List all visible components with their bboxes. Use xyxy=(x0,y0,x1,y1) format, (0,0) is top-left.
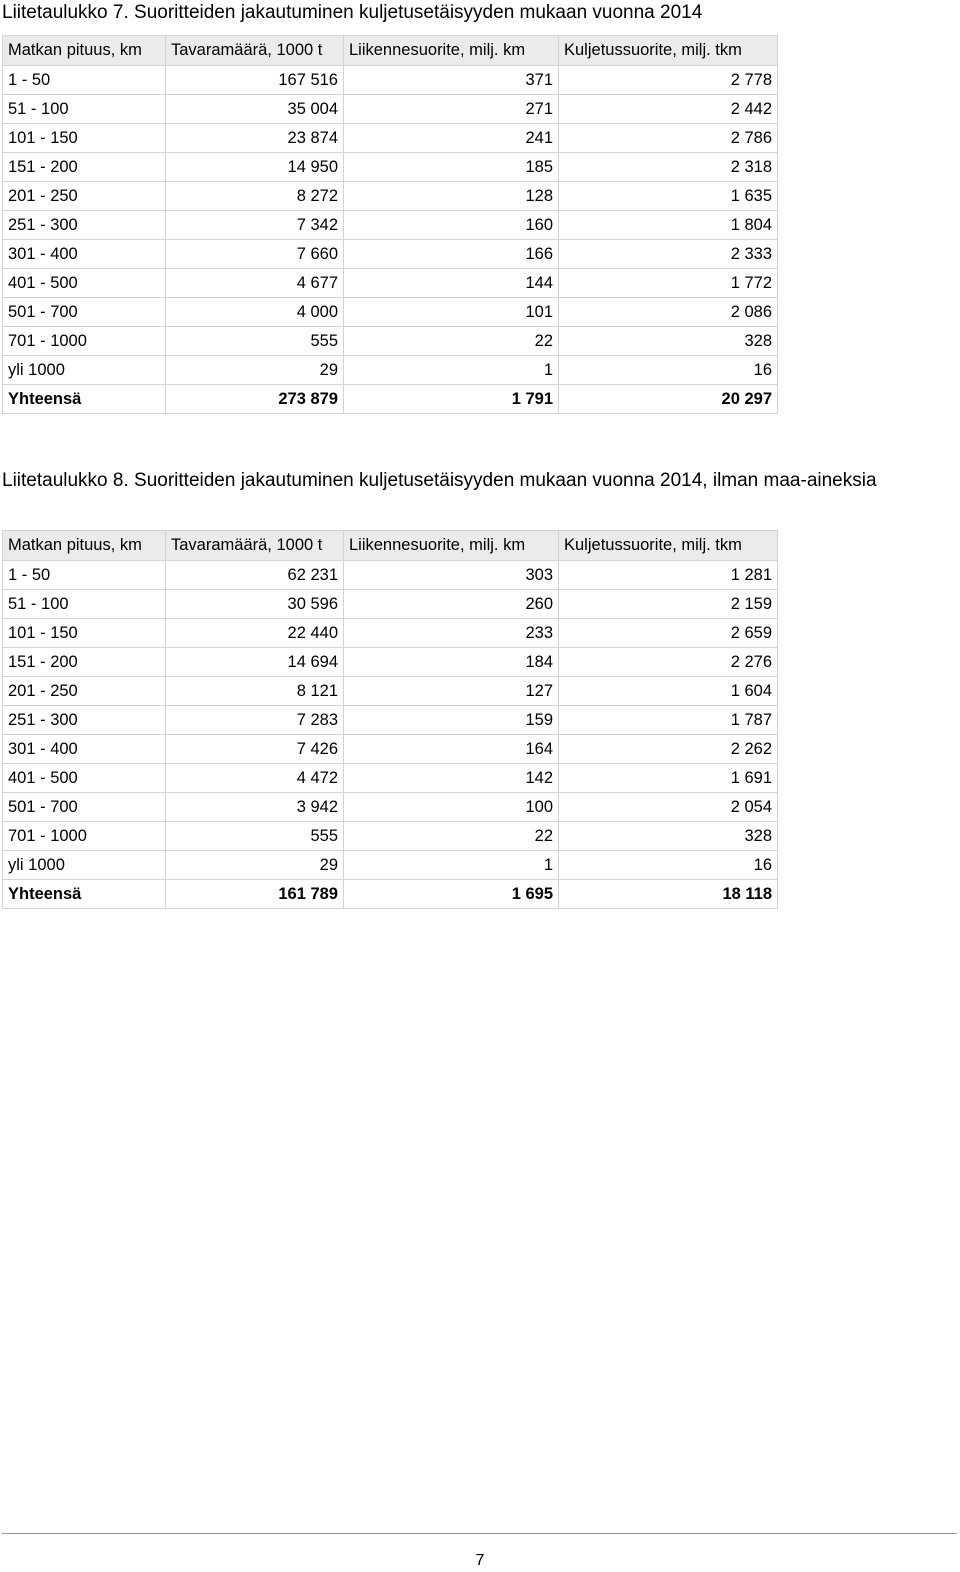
cell-tonnage: 8 272 xyxy=(166,182,344,211)
cell-tonnage: 4 000 xyxy=(166,298,344,327)
header-tonnage: Tavaramäärä, 1000 t xyxy=(166,36,344,66)
table-row xyxy=(3,240,778,269)
cell-vehicle-km: 22 xyxy=(344,822,559,851)
cell-tonnage: 7 342 xyxy=(166,211,344,240)
table-row xyxy=(3,327,778,356)
cell-tonnage: 4 677 xyxy=(166,269,344,298)
cell-tonnage: 8 121 xyxy=(166,677,344,706)
table-row xyxy=(3,561,778,590)
header-tonne-km: Kuljetussuorite, milj. tkm xyxy=(559,531,778,561)
table-row xyxy=(3,735,778,764)
table-row xyxy=(3,822,778,851)
cell-vehicle-km: 260 xyxy=(344,590,559,619)
table-row xyxy=(3,298,778,327)
cell-distance: 501 - 700 xyxy=(3,298,166,327)
total-tonnage: 273 879 xyxy=(166,385,344,414)
cell-tonnage: 7 426 xyxy=(166,735,344,764)
cell-distance: 401 - 500 xyxy=(3,764,166,793)
cell-tonne-km: 2 333 xyxy=(559,240,778,269)
header-vehicle-km: Liikennesuorite, milj. km xyxy=(344,36,559,66)
cell-tonne-km: 2 786 xyxy=(559,124,778,153)
cell-tonnage: 167 516 xyxy=(166,66,344,95)
cell-vehicle-km: 144 xyxy=(344,269,559,298)
page-number: 7 xyxy=(475,1552,485,1569)
cell-tonnage: 3 942 xyxy=(166,793,344,822)
cell-tonnage: 30 596 xyxy=(166,590,344,619)
cell-vehicle-km: 166 xyxy=(344,240,559,269)
header-vehicle-km: Liikennesuorite, milj. km xyxy=(344,531,559,561)
header-distance: Matkan pituus, km xyxy=(3,36,166,66)
cell-distance: 701 - 1000 xyxy=(3,327,166,356)
cell-tonne-km: 2 778 xyxy=(559,66,778,95)
cell-distance: 201 - 250 xyxy=(3,677,166,706)
cell-distance: 51 - 100 xyxy=(3,95,166,124)
cell-distance: 1 - 50 xyxy=(3,66,166,95)
cell-vehicle-km: 1 xyxy=(344,851,559,880)
cell-distance: 1 - 50 xyxy=(3,561,166,590)
cell-tonne-km: 1 281 xyxy=(559,561,778,590)
cell-distance: 301 - 400 xyxy=(3,735,166,764)
cell-distance: yli 1000 xyxy=(3,356,166,385)
table-7 xyxy=(2,35,778,414)
table-8 xyxy=(2,530,778,909)
table-row xyxy=(3,793,778,822)
header-tonnage: Tavaramäärä, 1000 t xyxy=(166,531,344,561)
table-header-row xyxy=(3,36,778,66)
table-row xyxy=(3,95,778,124)
cell-tonne-km: 2 054 xyxy=(559,793,778,822)
table-total-row xyxy=(3,385,778,414)
table-row xyxy=(3,706,778,735)
header-distance: Matkan pituus, km xyxy=(3,531,166,561)
footer-divider xyxy=(2,1533,957,1534)
cell-tonnage: 23 874 xyxy=(166,124,344,153)
table-row xyxy=(3,182,778,211)
table-row xyxy=(3,590,778,619)
total-tonnage: 161 789 xyxy=(166,880,344,909)
cell-tonnage: 14 950 xyxy=(166,153,344,182)
cell-tonne-km: 2 659 xyxy=(559,619,778,648)
total-tonne-km: 20 297 xyxy=(559,385,778,414)
table-row xyxy=(3,66,778,95)
cell-tonne-km: 1 604 xyxy=(559,677,778,706)
cell-distance: 51 - 100 xyxy=(3,590,166,619)
cell-tonne-km: 16 xyxy=(559,851,778,880)
cell-tonne-km: 2 442 xyxy=(559,95,778,124)
table-row xyxy=(3,764,778,793)
table-row xyxy=(3,677,778,706)
table-7-caption: Liitetaulukko 7. Suoritteiden jakautuminen kuljetusetäisyyden mukaan vuonna 2014 xyxy=(2,2,703,23)
cell-tonnage: 14 694 xyxy=(166,648,344,677)
cell-vehicle-km: 164 xyxy=(344,735,559,764)
cell-vehicle-km: 101 xyxy=(344,298,559,327)
cell-vehicle-km: 159 xyxy=(344,706,559,735)
cell-tonne-km: 2 318 xyxy=(559,153,778,182)
cell-distance: 201 - 250 xyxy=(3,182,166,211)
cell-vehicle-km: 1 xyxy=(344,356,559,385)
cell-vehicle-km: 185 xyxy=(344,153,559,182)
cell-vehicle-km: 233 xyxy=(344,619,559,648)
cell-distance: yli 1000 xyxy=(3,851,166,880)
table-row xyxy=(3,851,778,880)
cell-tonne-km: 1 691 xyxy=(559,764,778,793)
cell-vehicle-km: 128 xyxy=(344,182,559,211)
cell-vehicle-km: 271 xyxy=(344,95,559,124)
cell-tonnage: 29 xyxy=(166,851,344,880)
cell-distance: 101 - 150 xyxy=(3,619,166,648)
cell-distance: 701 - 1000 xyxy=(3,822,166,851)
total-label: Yhteensä xyxy=(3,880,166,909)
table-row xyxy=(3,648,778,677)
table-header-row xyxy=(3,531,778,561)
cell-distance: 151 - 200 xyxy=(3,648,166,677)
cell-tonnage: 7 660 xyxy=(166,240,344,269)
cell-vehicle-km: 22 xyxy=(344,327,559,356)
cell-tonne-km: 16 xyxy=(559,356,778,385)
cell-tonne-km: 1 804 xyxy=(559,211,778,240)
cell-vehicle-km: 303 xyxy=(344,561,559,590)
cell-distance: 501 - 700 xyxy=(3,793,166,822)
cell-tonne-km: 2 262 xyxy=(559,735,778,764)
cell-tonnage: 555 xyxy=(166,822,344,851)
cell-distance: 101 - 150 xyxy=(3,124,166,153)
cell-tonne-km: 1 787 xyxy=(559,706,778,735)
cell-vehicle-km: 127 xyxy=(344,677,559,706)
cell-tonnage: 22 440 xyxy=(166,619,344,648)
cell-vehicle-km: 160 xyxy=(344,211,559,240)
cell-tonne-km: 2 159 xyxy=(559,590,778,619)
cell-tonnage: 555 xyxy=(166,327,344,356)
cell-distance: 301 - 400 xyxy=(3,240,166,269)
cell-vehicle-km: 184 xyxy=(344,648,559,677)
cell-vehicle-km: 142 xyxy=(344,764,559,793)
total-label: Yhteensä xyxy=(3,385,166,414)
cell-distance: 251 - 300 xyxy=(3,211,166,240)
cell-vehicle-km: 241 xyxy=(344,124,559,153)
cell-tonnage: 7 283 xyxy=(166,706,344,735)
cell-vehicle-km: 100 xyxy=(344,793,559,822)
cell-tonne-km: 2 276 xyxy=(559,648,778,677)
cell-tonne-km: 328 xyxy=(559,327,778,356)
table-row xyxy=(3,153,778,182)
table-row xyxy=(3,269,778,298)
table-8-caption: Liitetaulukko 8. Suoritteiden jakautuminen kuljetusetäisyyden mukaan vuonna 2014, ilman maa-aineksia xyxy=(2,470,877,491)
table-total-row xyxy=(3,880,778,909)
total-vehicle-km: 1 791 xyxy=(344,385,559,414)
cell-tonnage: 29 xyxy=(166,356,344,385)
cell-tonne-km: 328 xyxy=(559,822,778,851)
total-vehicle-km: 1 695 xyxy=(344,880,559,909)
cell-distance: 251 - 300 xyxy=(3,706,166,735)
cell-vehicle-km: 371 xyxy=(344,66,559,95)
cell-tonne-km: 1 635 xyxy=(559,182,778,211)
table-row xyxy=(3,211,778,240)
cell-tonnage: 4 472 xyxy=(166,764,344,793)
table-row xyxy=(3,124,778,153)
cell-tonne-km: 1 772 xyxy=(559,269,778,298)
table-row xyxy=(3,619,778,648)
cell-distance: 151 - 200 xyxy=(3,153,166,182)
cell-distance: 401 - 500 xyxy=(3,269,166,298)
cell-tonne-km: 2 086 xyxy=(559,298,778,327)
table-row xyxy=(3,356,778,385)
total-tonne-km: 18 118 xyxy=(559,880,778,909)
header-tonne-km: Kuljetussuorite, milj. tkm xyxy=(559,36,778,66)
cell-tonnage: 62 231 xyxy=(166,561,344,590)
cell-tonnage: 35 004 xyxy=(166,95,344,124)
